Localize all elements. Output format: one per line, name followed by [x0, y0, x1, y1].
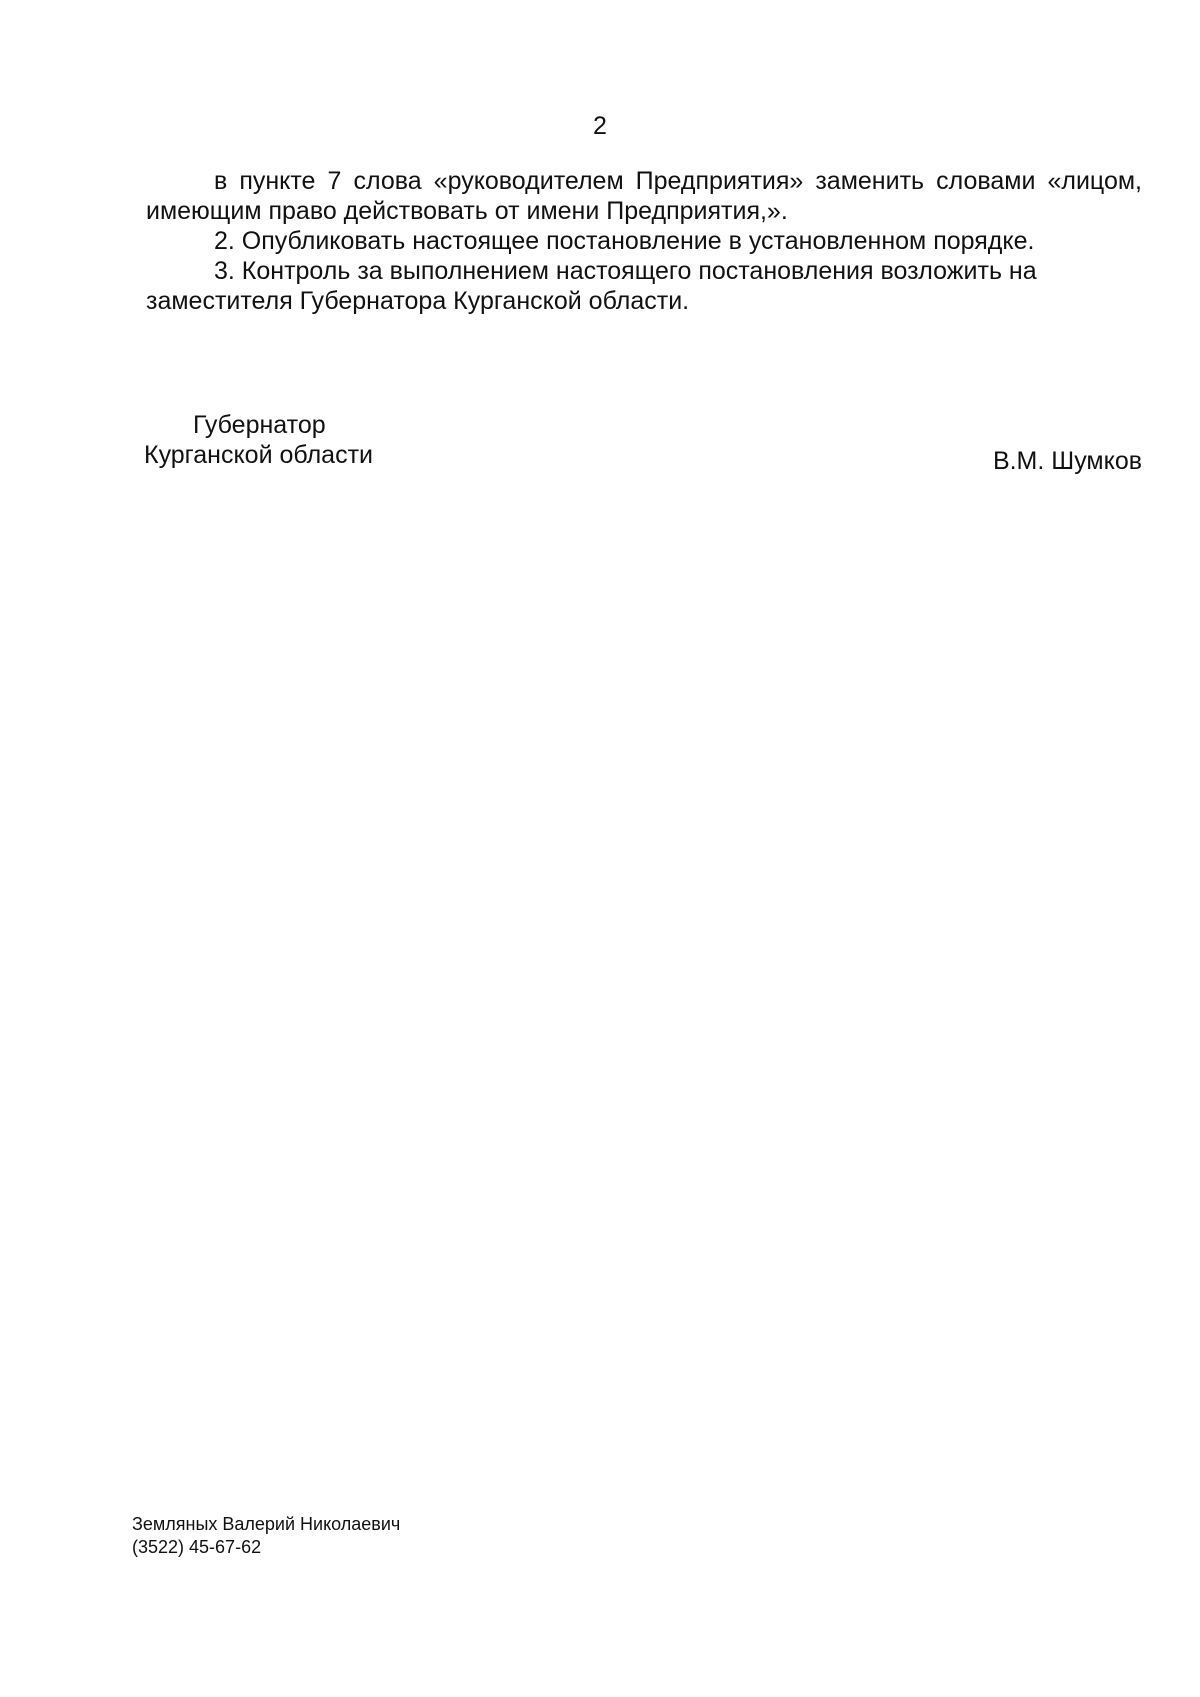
executor-info: [132, 1513, 400, 1559]
paragraph-publish: 2. Опубликовать настоящее постановление в установленном порядке.: [214, 227, 1035, 255]
signatory-position-title: Губернатор: [193, 411, 326, 439]
paragraph-amendment: в пункте 7 слова «руководителем Предприятия» заменить словами «лицом, имеющим право действовать от имени Предприятия,».: [146, 167, 1142, 225]
signature-block: [144, 410, 1142, 480]
signatory-position-region: Курганской области: [144, 441, 374, 469]
executor-name: Земляных Валерий Николаевич: [132, 1514, 401, 1534]
page-number: 2: [593, 112, 607, 140]
paragraph-control: 3. Контроль за выполнением настоящего постановления возложить на заместителя Губернатора Курганской области.: [146, 257, 1037, 315]
signatory-name: В.М. Шумков: [992, 447, 1142, 475]
executor-phone: (3522) 45-67-62: [132, 1537, 262, 1557]
document-body: [146, 166, 1142, 316]
